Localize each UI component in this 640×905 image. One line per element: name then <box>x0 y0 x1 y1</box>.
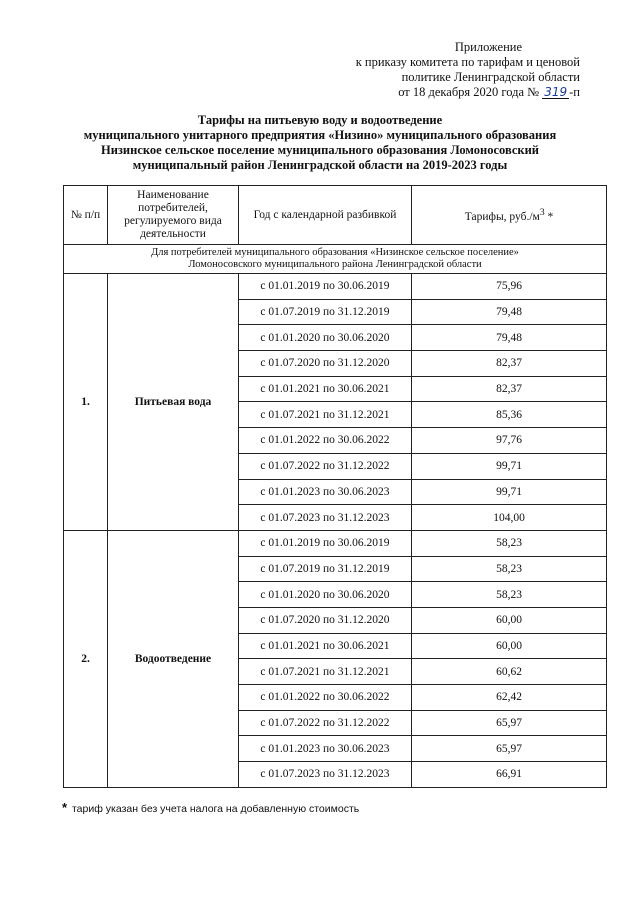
table-body <box>64 245 607 788</box>
section-number: 2. <box>64 530 108 787</box>
tariff-cell: 58,23 <box>412 582 607 608</box>
header-tariff-label: Тарифы, руб./м <box>464 210 540 223</box>
tariff-cell: 97,76 <box>412 428 607 454</box>
document-title <box>40 113 600 173</box>
document-title-line-3: Низинское сельское поселение муниципального образования Ломоносовский <box>100 143 540 157</box>
section-number: 1. <box>64 274 108 531</box>
tariff-cell: 60,62 <box>412 659 607 685</box>
appendix-header <box>330 40 580 100</box>
table-row <box>64 530 607 556</box>
period-cell: с 01.07.2023 по 31.12.2023 <box>239 505 412 531</box>
period-cell: с 01.07.2019 по 31.12.2019 <box>239 299 412 325</box>
table-header-row <box>64 186 607 245</box>
appendix-line-2: политике Ленинградской области <box>401 70 580 84</box>
tariff-table <box>63 185 607 788</box>
period-cell: с 01.07.2021 по 31.12.2021 <box>239 659 412 685</box>
period-cell: с 01.07.2020 по 31.12.2020 <box>239 351 412 377</box>
order-date-text: от 18 декабря 2020 года № <box>398 85 540 99</box>
header-period: Год с календарной разбивкой <box>239 186 412 245</box>
tariff-cell: 58,23 <box>412 530 607 556</box>
period-cell: с 01.01.2019 по 30.06.2019 <box>239 530 412 556</box>
tariff-cell: 79,48 <box>412 299 607 325</box>
period-cell: с 01.07.2022 по 31.12.2022 <box>239 453 412 479</box>
table-row <box>64 274 607 300</box>
document-title-line-2: муниципального унитарного предприятия «Низино» муниципального образования <box>83 128 557 142</box>
tariff-cell: 62,42 <box>412 685 607 711</box>
tariff-cell: 104,00 <box>412 505 607 531</box>
tariff-cell: 60,00 <box>412 607 607 633</box>
header-number: № п/п <box>64 186 108 245</box>
period-cell: с 01.01.2021 по 30.06.2021 <box>239 376 412 402</box>
period-cell: с 01.01.2023 по 30.06.2023 <box>239 736 412 762</box>
footnote-star: * <box>62 800 68 815</box>
consumer-group-cell <box>64 245 607 274</box>
period-cell: с 01.01.2022 по 30.06.2022 <box>239 428 412 454</box>
tariff-cell: 79,48 <box>412 325 607 351</box>
tariff-cell: 60,00 <box>412 633 607 659</box>
header-tariff-superscript: 3 <box>539 207 545 219</box>
consumer-group-line-2: Ломоносовского муниципального района Ленинградской области <box>188 259 482 270</box>
document-title-line-4: муниципальный район Ленинградской области на 2019-2023 годы <box>132 158 508 172</box>
order-suffix: -п <box>569 85 580 99</box>
tariff-cell: 85,36 <box>412 402 607 428</box>
period-cell: с 01.07.2022 по 31.12.2022 <box>239 710 412 736</box>
consumer-group-row <box>64 245 607 274</box>
appendix-line-3 <box>330 85 580 100</box>
period-cell: с 01.01.2022 по 30.06.2022 <box>239 685 412 711</box>
period-cell: с 01.07.2020 по 31.12.2020 <box>239 607 412 633</box>
period-cell: с 01.01.2023 по 30.06.2023 <box>239 479 412 505</box>
order-number: 319 <box>544 85 568 99</box>
tariff-cell: 66,91 <box>412 762 607 788</box>
header-name: Наименование потребителей, регулируемого вида деятельности <box>108 186 239 245</box>
period-cell: с 01.07.2019 по 31.12.2019 <box>239 556 412 582</box>
document-title-line-1: Тарифы на питьевую воду и водоотведение <box>197 113 443 127</box>
service-name: Водоотведение <box>108 530 239 787</box>
tariff-cell: 58,23 <box>412 556 607 582</box>
period-cell: с 01.07.2021 по 31.12.2021 <box>239 402 412 428</box>
tariff-cell: 99,71 <box>412 479 607 505</box>
period-cell: с 01.01.2019 по 30.06.2019 <box>239 274 412 300</box>
appendix-line-1: к приказу комитета по тарифам и ценовой <box>355 55 580 69</box>
service-name: Питьевая вода <box>108 274 239 531</box>
tariff-cell: 65,97 <box>412 710 607 736</box>
footnote-text: тариф указан без учета налога на добавленную стоимость <box>69 803 360 815</box>
tariff-cell: 82,37 <box>412 376 607 402</box>
period-cell: с 01.01.2021 по 30.06.2021 <box>239 633 412 659</box>
header-tariff <box>412 186 607 245</box>
tariff-cell: 99,71 <box>412 453 607 479</box>
period-cell: с 01.07.2023 по 31.12.2023 <box>239 762 412 788</box>
period-cell: с 01.01.2020 по 30.06.2020 <box>239 582 412 608</box>
period-cell: с 01.01.2020 по 30.06.2020 <box>239 325 412 351</box>
header-tariff-star: * <box>544 210 554 223</box>
consumer-group-line-1: Для потребителей муниципального образования «Низинское сельское поселение» <box>151 247 519 258</box>
tariff-cell: 75,96 <box>412 274 607 300</box>
appendix-title: Приложение <box>454 40 522 54</box>
footnote <box>62 800 359 815</box>
tariff-cell: 65,97 <box>412 736 607 762</box>
tariff-cell: 82,37 <box>412 351 607 377</box>
